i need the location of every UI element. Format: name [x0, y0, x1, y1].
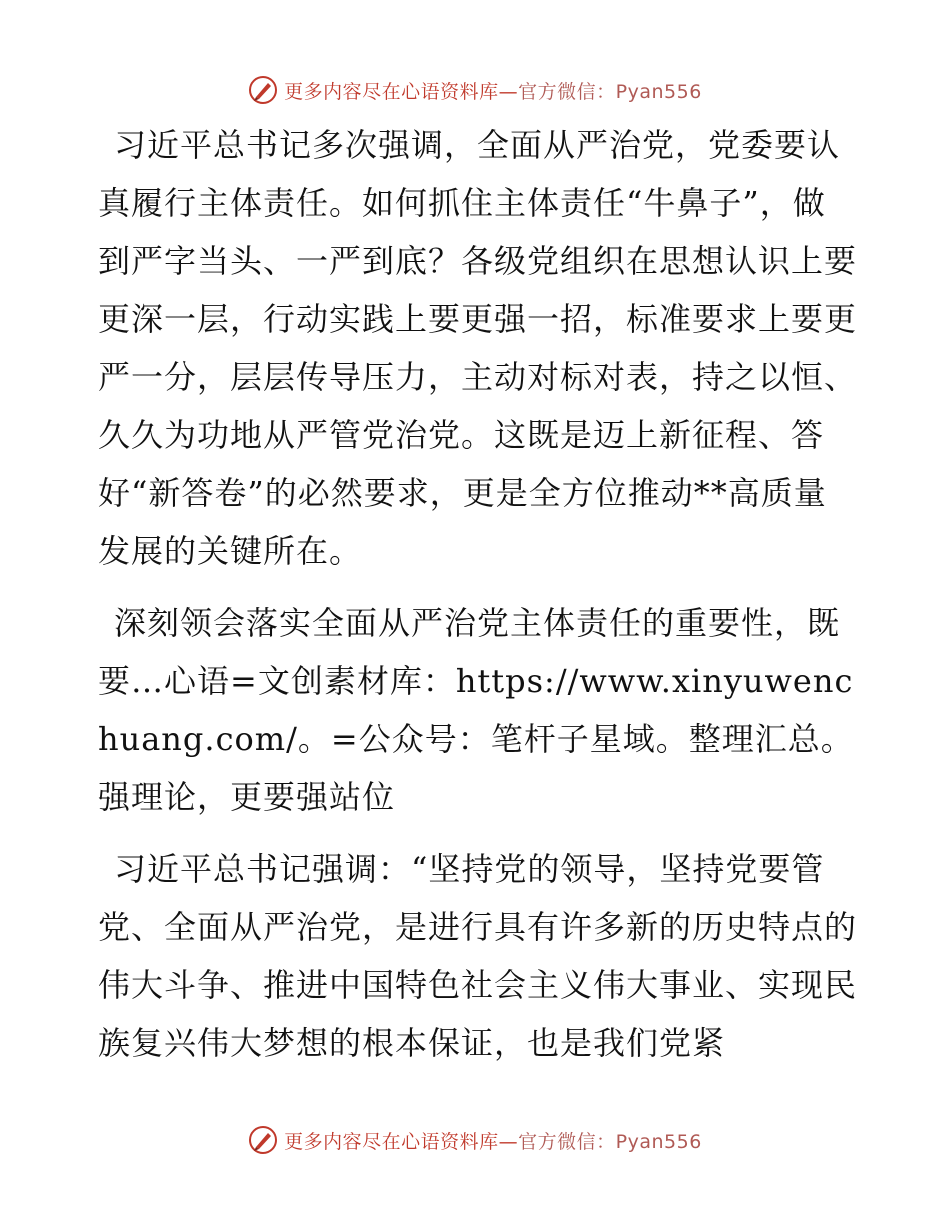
paragraph-1-text: 习近平总书记多次强调，全面从严治党，党委要认真履行主体责任。如何抓住主体责任“牛鼻子”，做到严字当头、一严到底？各级党组织在思想认识上要更深一层，行动实践上要更强一招，标准要求上要更严一分，层层传导压力，主动对标对表，持之以恒、久久为功地从严管党治党。这既是迈上新征程、答好“新答卷”的必然要求，更是全方位推动**高质量发展的关键所在。: [98, 126, 858, 570]
document-body: [98, 116, 858, 1086]
paragraph-3-text: 习近平总书记强调：“坚持党的领导，坚持党要管党、全面从严治党，是进行具有许多新的历史特点的伟大斗争、推进中国特色社会主义伟大事业、实现民族复兴伟大梦想的根本保证，也是我们党紧: [98, 850, 858, 1062]
quill-pen-icon: [248, 75, 278, 105]
paragraph-1: [98, 116, 858, 580]
footer-watermark: [0, 1120, 950, 1160]
paragraph-3: [98, 840, 858, 1072]
watermark-separator: —: [498, 1130, 519, 1153]
quill-pen-icon: [248, 1125, 278, 1155]
watermark-main: 更多内容尽在心语资料库: [284, 80, 499, 103]
watermark-text: [284, 1127, 702, 1154]
watermark-separator: —: [498, 80, 519, 103]
watermark-main: 更多内容尽在心语资料库: [284, 1130, 499, 1153]
paragraph-2: [98, 594, 858, 826]
watermark-wechat: 官方微信：Pyan556: [518, 80, 702, 103]
header-watermark: [0, 70, 950, 110]
paragraph-2-text: 深刻领会落实全面从严治党主体责任的重要性，既要…心语=文创素材库：https://www.xinyuwenchuang.com/。=公众号：笔杆子星域。整理汇总。强理论，更要强站位: [98, 604, 854, 816]
watermark-text: [284, 77, 702, 104]
watermark-wechat: 官方微信：Pyan556: [518, 1130, 702, 1153]
